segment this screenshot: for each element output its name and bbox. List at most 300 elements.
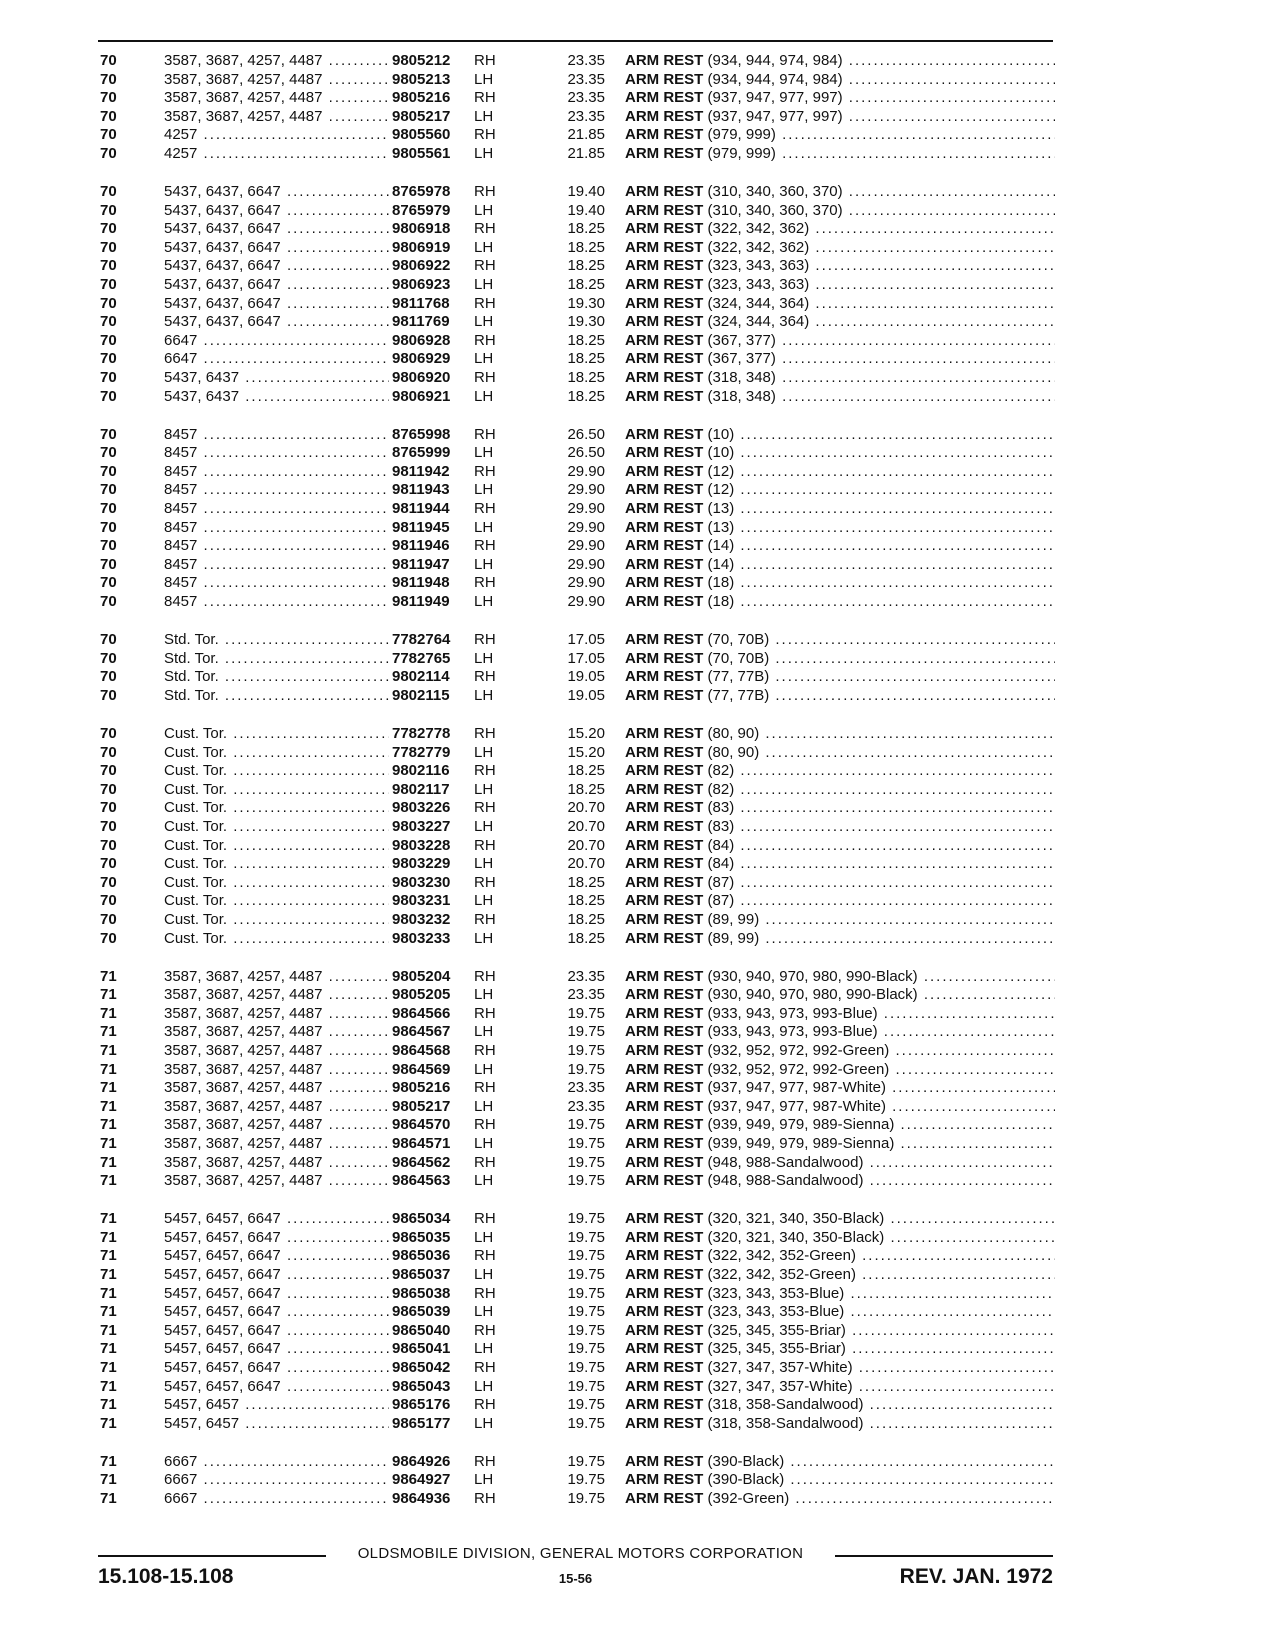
model-year: 70 — [100, 257, 117, 275]
trim-codes: (322, 342, 352-Green) — [707, 1247, 856, 1265]
part-number: 9864562 — [389, 1154, 450, 1173]
trim-codes: (70, 70B) — [707, 649, 770, 667]
table-row — [100, 1023, 1055, 1042]
description — [625, 108, 1055, 127]
model-year: 70 — [100, 892, 117, 910]
part-name: ARM REST — [625, 1097, 704, 1115]
part-name: ARM REST — [625, 1004, 704, 1022]
table-row — [100, 668, 1055, 687]
table-row — [100, 1172, 1055, 1191]
price: 19.75 — [567, 1471, 605, 1489]
price: 26.50 — [567, 425, 605, 443]
side: LH — [474, 70, 494, 88]
description — [625, 126, 1055, 145]
model-numbers: 5437, 6437, 6647 ..... — [164, 239, 389, 258]
part-number: 7782765 — [389, 650, 450, 669]
part-number: 8765978 — [389, 183, 450, 202]
part-number: 9805205 — [389, 986, 450, 1005]
page-footer — [98, 1545, 1053, 1605]
part-name: ARM REST — [625, 873, 704, 891]
model-year: 70 — [100, 369, 117, 386]
table-row — [100, 1340, 1055, 1359]
table-row — [100, 388, 1055, 407]
model-year: 71 — [100, 1340, 117, 1358]
footer-page-number: 15-56 — [558, 1571, 593, 1586]
price: 19.75 — [567, 1414, 605, 1432]
table-row — [100, 1285, 1055, 1304]
side: LH — [474, 855, 494, 873]
part-number: 7782778 — [389, 725, 450, 744]
model-year: 71 — [100, 1097, 117, 1115]
model-year: 70 — [100, 183, 117, 201]
part-name: ARM REST — [625, 1042, 704, 1059]
side: RH — [474, 631, 496, 649]
trim-codes: (322, 342, 362) — [707, 238, 810, 256]
side: LH — [474, 201, 494, 219]
part-name: ARM REST — [625, 743, 704, 761]
side: RH — [474, 1004, 496, 1022]
model-numbers: Cust. Tor. ..... — [164, 781, 389, 800]
part-name: ARM REST — [625, 593, 704, 611]
model-year: 70 — [100, 294, 117, 312]
trim-codes: (318, 348) — [707, 369, 776, 386]
part-name: ARM REST — [625, 836, 704, 854]
trim-codes: (14) — [707, 555, 735, 573]
table-row — [100, 1453, 1055, 1472]
model-numbers: 6667 ..... — [164, 1453, 389, 1472]
model-numbers: 3587, 3687, 4257, 4487 ..... — [164, 968, 389, 987]
part-number: 9803230 — [389, 874, 450, 893]
description — [625, 930, 1055, 949]
part-number: 9805217 — [389, 108, 450, 127]
part-number: 9864563 — [389, 1172, 450, 1191]
part-number: 9811947 — [389, 556, 450, 575]
table-row — [100, 1396, 1055, 1415]
description — [625, 781, 1055, 800]
trim-codes: (932, 952, 972, 992-Green) — [707, 1060, 890, 1078]
side: LH — [474, 276, 494, 294]
model-numbers: Cust. Tor. ..... — [164, 930, 389, 949]
model-numbers: 8457 ..... — [164, 463, 389, 482]
price: 20.70 — [567, 855, 605, 873]
table-row — [100, 1471, 1055, 1490]
description — [625, 1322, 1055, 1341]
part-number: 9803229 — [389, 855, 450, 874]
part-name: ARM REST — [625, 631, 704, 649]
side: RH — [474, 369, 496, 386]
part-number: 9806922 — [389, 257, 450, 276]
side: RH — [474, 1210, 496, 1228]
part-number: 9864567 — [389, 1023, 450, 1042]
trim-codes: (390-Black) — [707, 1471, 785, 1489]
description — [625, 183, 1055, 202]
description — [625, 968, 1055, 987]
side: RH — [474, 126, 496, 144]
part-name: ARM REST — [625, 574, 704, 592]
table-row — [100, 481, 1055, 500]
table-row — [100, 313, 1055, 332]
part-name: ARM REST — [625, 481, 704, 499]
table-row — [100, 1079, 1055, 1098]
table-row — [100, 574, 1055, 593]
trim-codes: (937, 947, 977, 987-White) — [707, 1079, 886, 1097]
model-numbers: 5457, 6457, 6647 ..... — [164, 1210, 389, 1229]
description — [625, 89, 1055, 108]
trim-codes: (323, 343, 363) — [707, 276, 810, 294]
table-row — [100, 239, 1055, 258]
model-year: 71 — [100, 1303, 117, 1321]
part-number: 9806923 — [389, 276, 450, 295]
model-year: 71 — [100, 1228, 117, 1246]
model-year: 70 — [100, 70, 117, 88]
description — [625, 519, 1055, 538]
part-name: ARM REST — [625, 910, 704, 928]
price: 29.90 — [567, 500, 605, 518]
trim-codes: (323, 343, 353-Blue) — [707, 1303, 845, 1321]
model-year: 71 — [100, 1266, 117, 1284]
part-name: ARM REST — [625, 518, 704, 536]
side: RH — [474, 762, 496, 780]
table-row — [100, 463, 1055, 482]
part-number: 9811948 — [389, 574, 450, 593]
part-name: ARM REST — [625, 1060, 704, 1078]
model-numbers: 3587, 3687, 4257, 4487 ..... — [164, 1005, 389, 1024]
side: LH — [474, 1228, 494, 1246]
part-name: ARM REST — [625, 369, 704, 386]
part-number: 9865035 — [389, 1229, 450, 1248]
part-name: ARM REST — [625, 500, 704, 518]
price: 19.30 — [567, 313, 605, 331]
model-year: 71 — [100, 1060, 117, 1078]
price: 17.05 — [567, 649, 605, 667]
trim-codes: (939, 949, 979, 989-Sienna) — [707, 1116, 895, 1134]
description — [625, 1229, 1055, 1248]
table-row — [100, 1210, 1055, 1229]
description — [625, 1154, 1055, 1173]
description — [625, 892, 1055, 911]
side: LH — [474, 986, 494, 1004]
price: 29.90 — [567, 593, 605, 611]
price: 19.30 — [567, 294, 605, 312]
table-row — [100, 725, 1055, 744]
trim-codes: (310, 340, 360, 370) — [707, 183, 843, 201]
trim-codes: (84) — [707, 855, 735, 873]
trim-codes: (937, 947, 977, 997) — [707, 89, 843, 107]
model-year: 70 — [100, 425, 117, 443]
model-year: 70 — [100, 855, 117, 873]
model-year: 70 — [100, 725, 117, 742]
price: 18.25 — [567, 220, 605, 238]
top-rule — [98, 40, 1053, 42]
part-group — [100, 1210, 1055, 1433]
price: 18.25 — [567, 369, 605, 386]
side: RH — [474, 873, 496, 891]
description — [625, 574, 1055, 593]
model-year: 71 — [100, 1172, 117, 1190]
side: LH — [474, 686, 494, 704]
price: 29.90 — [567, 462, 605, 480]
trim-codes: (10) — [707, 444, 735, 462]
part-name: ARM REST — [625, 1228, 704, 1246]
model-year: 70 — [100, 350, 117, 368]
table-row — [100, 930, 1055, 949]
description — [625, 276, 1055, 295]
model-numbers: 3587, 3687, 4257, 4487 ..... — [164, 52, 389, 71]
model-numbers: 5437, 6437, 6647 ..... — [164, 202, 389, 221]
price: 19.75 — [567, 1116, 605, 1134]
model-year: 71 — [100, 1490, 117, 1508]
part-name: ARM REST — [625, 462, 704, 480]
price: 29.90 — [567, 518, 605, 536]
part-name: ARM REST — [625, 276, 704, 294]
side: LH — [474, 238, 494, 256]
model-numbers: 3587, 3687, 4257, 4487 ..... — [164, 71, 389, 90]
model-numbers: Std. Tor. ..... — [164, 650, 389, 669]
description — [625, 687, 1055, 706]
model-numbers: Cust. Tor. ..... — [164, 799, 389, 818]
model-numbers: 8457 ..... — [164, 500, 389, 519]
part-number: 9865041 — [389, 1340, 450, 1359]
side: RH — [474, 799, 496, 817]
trim-codes: (318, 358-Sandalwood) — [707, 1414, 864, 1432]
part-name: ARM REST — [625, 537, 704, 555]
model-numbers: Std. Tor. ..... — [164, 631, 389, 650]
part-number: 9806920 — [389, 369, 450, 388]
model-year: 70 — [100, 780, 117, 798]
trim-codes: (948, 988-Sandalwood) — [707, 1153, 864, 1171]
part-name: ARM REST — [625, 1247, 704, 1265]
side: LH — [474, 518, 494, 536]
trim-codes: (87) — [707, 873, 735, 891]
trim-codes: (70, 70B) — [707, 631, 770, 649]
part-number: 9811945 — [389, 519, 450, 538]
description — [625, 1471, 1055, 1490]
part-group — [100, 631, 1055, 705]
side: LH — [474, 1471, 494, 1489]
trim-codes: (327, 347, 357-White) — [707, 1359, 853, 1376]
model-numbers: 3587, 3687, 4257, 4487 ..... — [164, 1061, 389, 1080]
model-year: 70 — [100, 201, 117, 219]
model-year: 70 — [100, 910, 117, 928]
description — [625, 818, 1055, 837]
description — [625, 350, 1055, 369]
part-name: ARM REST — [625, 817, 704, 835]
model-numbers: 3587, 3687, 4257, 4487 ..... — [164, 1135, 389, 1154]
table-row — [100, 892, 1055, 911]
model-year: 70 — [100, 799, 117, 817]
price: 19.75 — [567, 1247, 605, 1265]
side: LH — [474, 1172, 494, 1190]
price: 19.75 — [567, 1060, 605, 1078]
part-number: 9864926 — [389, 1453, 450, 1472]
table-row — [100, 1135, 1055, 1154]
model-year: 70 — [100, 444, 117, 462]
part-number: 9806929 — [389, 350, 450, 369]
description — [625, 725, 1055, 744]
table-row — [100, 986, 1055, 1005]
footer-rule-right — [835, 1555, 1053, 1557]
price: 23.35 — [567, 52, 605, 69]
description — [625, 1266, 1055, 1285]
price: 19.75 — [567, 1284, 605, 1302]
table-row — [100, 762, 1055, 781]
description — [625, 313, 1055, 332]
trim-codes: (930, 940, 970, 980, 990-Black) — [707, 967, 918, 985]
trim-codes: (13) — [707, 500, 735, 518]
description — [625, 71, 1055, 90]
description — [625, 1247, 1055, 1266]
part-name: ARM REST — [625, 425, 704, 443]
trim-codes: (934, 944, 974, 984) — [707, 52, 843, 69]
side: LH — [474, 1414, 494, 1432]
model-numbers: 3587, 3687, 4257, 4487 ..... — [164, 1042, 389, 1061]
table-row — [100, 1098, 1055, 1117]
part-number: 8765979 — [389, 202, 450, 221]
model-year: 71 — [100, 1004, 117, 1022]
price: 19.75 — [567, 1023, 605, 1041]
model-numbers: 8457 ..... — [164, 481, 389, 500]
model-numbers: 5437, 6437, 6647 ..... — [164, 276, 389, 295]
trim-codes: (89, 99) — [707, 910, 760, 928]
table-row — [100, 444, 1055, 463]
part-group — [100, 183, 1055, 406]
trim-codes: (367, 377) — [707, 331, 776, 349]
model-numbers: Cust. Tor. ..... — [164, 762, 389, 781]
model-numbers: 5437, 6437, 6647 ..... — [164, 313, 389, 332]
part-name: ARM REST — [625, 1172, 704, 1190]
model-year: 71 — [100, 1247, 117, 1265]
model-year: 70 — [100, 631, 117, 649]
trim-codes: (87) — [707, 892, 735, 910]
model-numbers: 8457 ..... — [164, 519, 389, 538]
description — [625, 1359, 1055, 1378]
part-name: ARM REST — [625, 668, 704, 686]
part-number: 9864571 — [389, 1135, 450, 1154]
table-row — [100, 1490, 1055, 1509]
side: LH — [474, 107, 494, 125]
part-number: 9805216 — [389, 1079, 450, 1098]
model-year: 70 — [100, 126, 117, 144]
side: RH — [474, 1452, 496, 1470]
price: 19.75 — [567, 1321, 605, 1339]
description — [625, 1079, 1055, 1098]
trim-codes: (325, 345, 355-Briar) — [707, 1340, 846, 1358]
price: 19.40 — [567, 183, 605, 201]
description — [625, 1042, 1055, 1061]
model-year: 71 — [100, 1153, 117, 1171]
part-number: 9802117 — [389, 781, 450, 800]
description — [625, 239, 1055, 258]
price: 23.35 — [567, 1097, 605, 1115]
trim-codes: (323, 343, 353-Blue) — [707, 1284, 845, 1302]
model-numbers: 8457 ..... — [164, 444, 389, 463]
side: RH — [474, 183, 496, 201]
price: 21.85 — [567, 126, 605, 144]
price: 29.90 — [567, 574, 605, 592]
description — [625, 1135, 1055, 1154]
side: LH — [474, 444, 494, 462]
description — [625, 444, 1055, 463]
part-number: 9805561 — [389, 145, 450, 164]
part-name: ARM REST — [625, 986, 704, 1004]
trim-codes: (937, 947, 977, 987-White) — [707, 1097, 886, 1115]
side: RH — [474, 537, 496, 555]
part-group — [100, 426, 1055, 612]
description — [625, 1415, 1055, 1434]
part-name: ARM REST — [625, 350, 704, 368]
side: LH — [474, 1266, 494, 1284]
trim-codes: (932, 952, 972, 992-Green) — [707, 1042, 890, 1059]
description — [625, 1061, 1055, 1080]
part-name: ARM REST — [625, 555, 704, 573]
side: RH — [474, 1153, 496, 1171]
table-row — [100, 1359, 1055, 1378]
trim-codes: (325, 345, 355-Briar) — [707, 1321, 846, 1339]
part-name: ARM REST — [625, 780, 704, 798]
model-year: 70 — [100, 836, 117, 854]
model-year: 70 — [100, 929, 117, 947]
part-name: ARM REST — [625, 1359, 704, 1376]
description — [625, 1285, 1055, 1304]
part-name: ARM REST — [625, 387, 704, 405]
table-row — [100, 687, 1055, 706]
trim-codes: (18) — [707, 593, 735, 611]
table-row — [100, 1415, 1055, 1434]
table-row — [100, 500, 1055, 519]
price: 23.35 — [567, 986, 605, 1004]
description — [625, 1303, 1055, 1322]
side: RH — [474, 967, 496, 985]
part-name: ARM REST — [625, 294, 704, 312]
table-row — [100, 519, 1055, 538]
trim-codes: (83) — [707, 817, 735, 835]
trim-codes: (82) — [707, 780, 735, 798]
description — [625, 1172, 1055, 1191]
part-number: 9803228 — [389, 837, 450, 856]
table-row — [100, 1154, 1055, 1173]
part-name: ARM REST — [625, 1321, 704, 1339]
model-numbers: 5457, 6457, 6647 ..... — [164, 1340, 389, 1359]
description — [625, 631, 1055, 650]
part-name: ARM REST — [625, 762, 704, 780]
price: 18.25 — [567, 892, 605, 910]
model-year: 70 — [100, 107, 117, 125]
description — [625, 332, 1055, 351]
part-number: 7782764 — [389, 631, 450, 650]
price: 17.05 — [567, 631, 605, 649]
table-row — [100, 332, 1055, 351]
side: LH — [474, 1060, 494, 1078]
table-row — [100, 593, 1055, 612]
model-numbers: Cust. Tor. ..... — [164, 818, 389, 837]
trim-codes: (310, 340, 360, 370) — [707, 201, 843, 219]
table-row — [100, 537, 1055, 556]
parts-table — [100, 52, 1055, 1528]
part-number: 9811949 — [389, 593, 450, 612]
model-year: 70 — [100, 481, 117, 499]
part-name: ARM REST — [625, 1266, 704, 1284]
side: RH — [474, 294, 496, 312]
table-row — [100, 650, 1055, 669]
price: 20.70 — [567, 817, 605, 835]
table-row — [100, 1303, 1055, 1322]
part-name: ARM REST — [625, 1414, 704, 1432]
description — [625, 556, 1055, 575]
part-name: ARM REST — [625, 725, 704, 742]
price: 18.25 — [567, 331, 605, 349]
model-numbers: Std. Tor. ..... — [164, 668, 389, 687]
part-name: ARM REST — [625, 1210, 704, 1228]
